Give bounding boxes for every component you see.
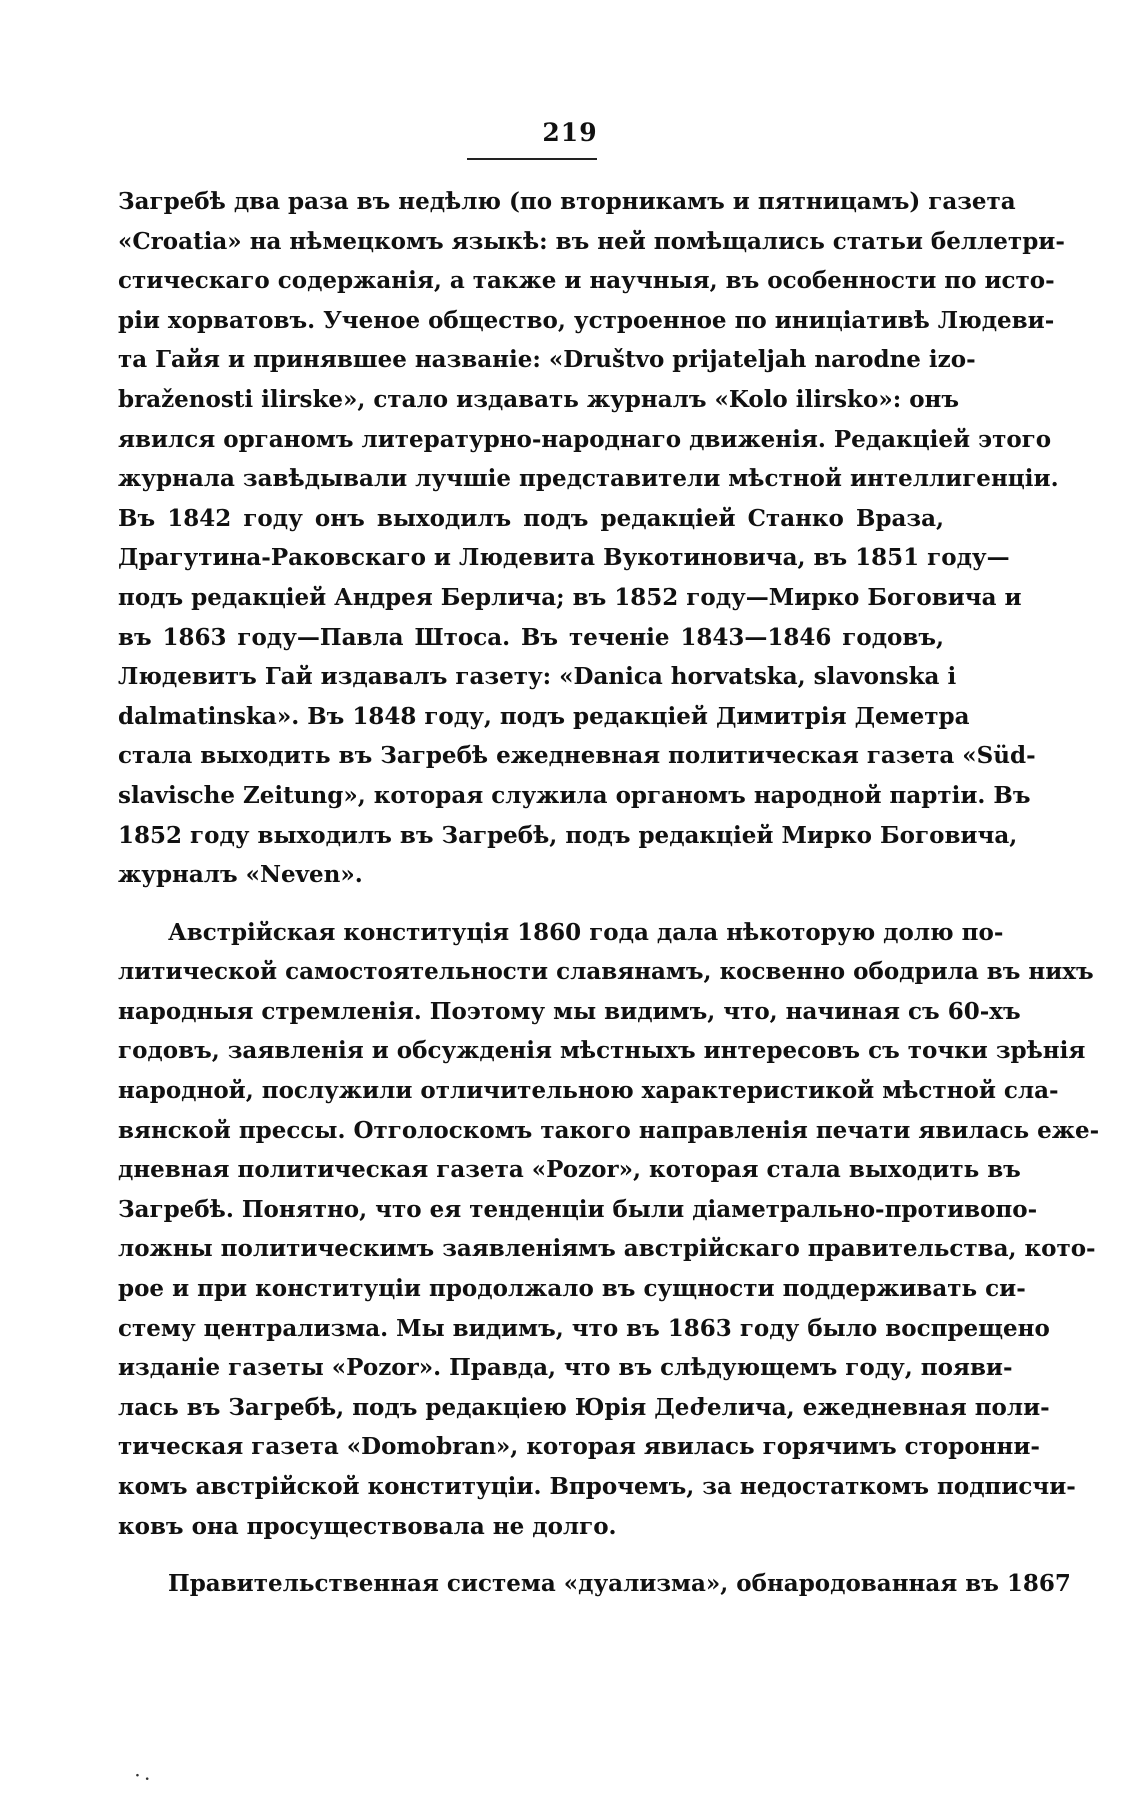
paragraph <box>118 182 1065 895</box>
page-number-rule <box>467 158 597 160</box>
text-line: вянской прессы. Отголоскомъ такого направленія печати явилась еже- <box>118 1116 1100 1144</box>
text-line: «Croatia» на нѣмецкомъ языкѣ: въ ней помѣщались статьи беллетри- <box>118 227 1065 255</box>
text-line: изданіе газеты «Pozor». Правда, что въ слѣдующемъ году, появи- <box>118 1354 1013 1382</box>
text-line: подъ редакціей Андрея Берлича; въ 1852 году—Мирко Боговича и <box>118 583 1022 611</box>
paragraph <box>118 913 1100 1547</box>
text-line: годовъ, заявленія и обсужденія мѣстныхъ интересовъ съ точки зрѣнія <box>118 1037 1086 1065</box>
print-specks: · . <box>135 1768 150 1784</box>
text-line: народныя стремленія. Поэтому мы видимъ, что, начиная съ 60-хъ <box>118 997 1021 1025</box>
text-line: та Гайя и принявшее названіе: «Društvo prijateljah narodne izo- <box>118 346 976 374</box>
text-line: Въ 1842 году онъ выходилъ подъ редакціей Станко Враза, <box>118 504 944 532</box>
text-line: dalmatinska». Въ 1848 году, подъ редакціей Димитрія Деметра <box>118 702 970 730</box>
text-line: slavische Zeitung», которая служила органомъ народной партіи. Въ <box>118 781 1031 809</box>
text-line: Загребѣ два раза въ недѣлю (по вторникамъ и пятницамъ) газета <box>118 188 1016 215</box>
paragraph-gap <box>118 1546 944 1564</box>
body-text <box>118 182 1100 1604</box>
page-number: 219 <box>542 118 598 147</box>
text-line: рое и при конституціи продолжало въ сущности поддерживать си- <box>118 1275 1026 1303</box>
text-line: явился органомъ литературно-народнаго движенія. Редакціей этого <box>118 425 1052 453</box>
text-line: ковъ она просуществовала не долго. <box>118 1512 617 1540</box>
text-line: стическаго содержанія, а также и научныя, въ особенности по исто- <box>118 267 1055 295</box>
text-line: стала выходить въ Загребѣ ежедневная политическая газета «Süd- <box>118 742 1036 770</box>
text-line: журналъ «Neven». <box>118 861 363 889</box>
text-line: ріи хорватовъ. Ученое общество, устроенное по иниціативѣ Людеви- <box>118 306 1055 334</box>
text-line: ложны политическимъ заявленіямъ австрійскаго правительства, кото- <box>118 1235 1096 1263</box>
text-line: стему централизма. Мы видимъ, что въ 1863 году было воспрещено <box>118 1314 1050 1342</box>
text-line: braženosti ilirske», стало издавать журналъ «Kolo ilirsko»: онъ <box>118 385 960 413</box>
text-line: лась въ Загребѣ, подъ редакціею Юрія Деժелича, ежедневная поли- <box>118 1393 1050 1421</box>
paragraph-gap <box>118 895 944 913</box>
text-line: народной, послужили отличительною характеристикой мѣстной сла- <box>118 1077 1059 1105</box>
text-line: Людевитъ Гай издавалъ газету: «Danica horvatska, slavonska i <box>118 663 957 691</box>
text-line: Австрійская конституція 1860 года дала нѣкоторую долю по- <box>168 918 1004 946</box>
text-line: тическая газета «Domobran», которая явилась горячимъ сторонни- <box>118 1433 1040 1461</box>
text-line: комъ австрійской конституціи. Впрочемъ, за недостаткомъ подписчи- <box>118 1473 1076 1500</box>
text-line: Драгутина-Раковскаго и Людевита Вукотиновича, въ 1851 году— <box>118 544 1010 572</box>
text-line: Загребѣ. Понятно, что ея тенденціи были діаметрально-противопо- <box>118 1195 1038 1223</box>
text-line: дневная политическая газета «Pozor», которая стала выходить въ <box>118 1156 1021 1184</box>
text-line: 1852 году выходилъ въ Загребѣ, подъ редакціей Мирко Боговича, <box>118 821 1018 849</box>
text-line: литической самостоятельности славянамъ, косвенно ободрила въ нихъ <box>118 958 1094 986</box>
text-line: Правительственная система «дуализма», обнародованная въ 1867 <box>168 1570 1071 1598</box>
text-line: въ 1863 году—Павла Штоса. Въ теченіе 1843—1846 годовъ, <box>118 623 944 651</box>
paragraph <box>118 1564 1071 1604</box>
text-line: журнала завѣдывали лучшіе представители мѣстной интеллигенціи. <box>118 465 1059 493</box>
